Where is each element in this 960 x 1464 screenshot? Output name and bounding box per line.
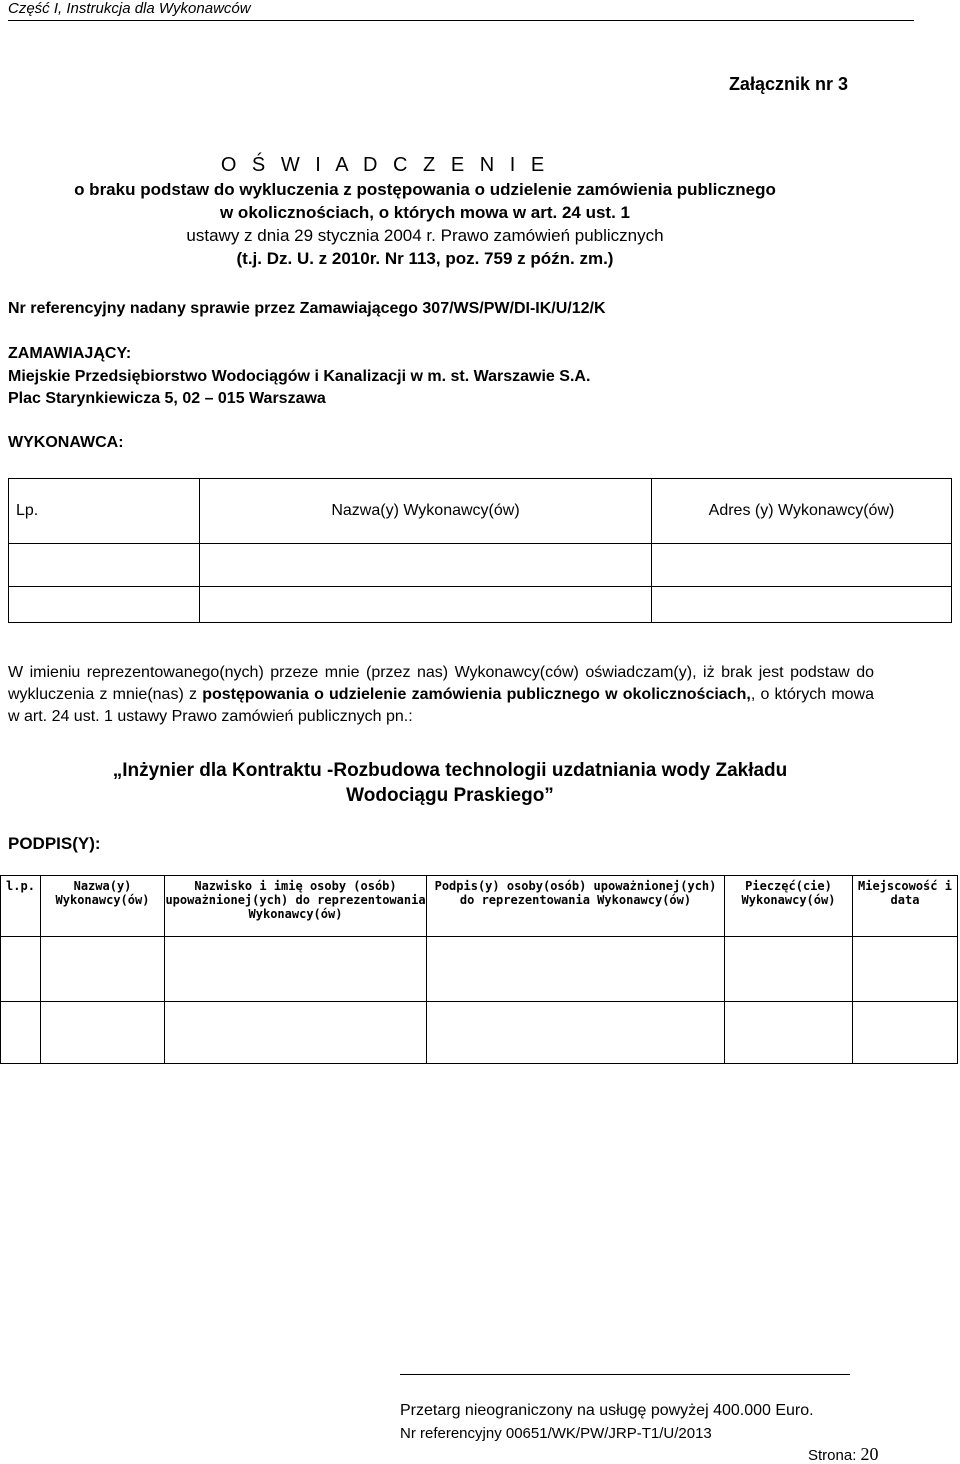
page-number (808, 1444, 879, 1464)
statement-text: W imieniu reprezentowanego(nych) przeze mnie (przez nas) Wykonawcy(ców) oświadczam(y), iż brak jest podstaw do wykluczenia z mnie(nas) z (8, 664, 874, 703)
statement-bold-text: postępowania o udzielenie zamówienia publicznego w okolicznościach, (202, 686, 751, 703)
contractor-cell[interactable] (9, 587, 200, 623)
signature-label: PODPIS(Y): (8, 834, 101, 853)
annex-label: Załącznik nr 3 (728, 74, 848, 94)
signature-cell[interactable] (41, 1002, 165, 1064)
title-line-4: (t.j. Dz. U. z 2010r. Nr 113, poz. 759 z późn. zm.) (236, 249, 614, 268)
contractor-cell[interactable] (9, 544, 200, 587)
project-title-line-1: „Inżynier dla Kontraktu -Rozbudowa technologii uzdatniania wody Zakładu (112, 760, 788, 781)
footer-divider (400, 1374, 850, 1375)
signature-table (0, 875, 958, 1064)
employer-address: Plac Starynkiewicza 5, 02 – 015 Warszawa (8, 390, 326, 407)
title-line-3: ustawy z dnia 29 stycznia 2004 r. Prawo zamówień publicznych (186, 226, 664, 245)
employer-label: ZAMAWIAJĄCY: (8, 345, 132, 362)
reference-number: Nr referencyjny nadany sprawie przez Zamawiającego 307/WS/PW/DI-IK/U/12/K (8, 300, 606, 317)
signature-header-sign: Podpis(y) osoby(osób) upoważnionej(ych) do reprezentowania Wykonawcy(ów) (427, 876, 725, 937)
running-header: Część I, Instrukcja dla Wykonawców (8, 0, 251, 17)
header-divider (8, 20, 914, 21)
signature-header-person: Nazwisko i imię osoby (osób) upoważnionej(ych) do reprezentowania Wykonawcy(ów) (165, 876, 427, 937)
signature-cell[interactable] (725, 937, 853, 1002)
signature-cell[interactable] (1, 1002, 41, 1064)
page-number-value: 20 (860, 1444, 879, 1464)
signature-cell[interactable] (853, 937, 958, 1002)
signature-cell[interactable] (165, 937, 427, 1002)
signature-cell[interactable] (853, 1002, 958, 1064)
signature-header-lp: l.p. (1, 876, 41, 937)
employer-name: Miejskie Przedsiębiorstwo Wodociągów i Kanalizacji w m. st. Warszawie S.A. (8, 368, 591, 385)
signature-cell[interactable] (165, 1002, 427, 1064)
contractor-label: WYKONAWCA: (8, 434, 124, 451)
footer-reference: Nr referencyjny 00651/WK/PW/JRP-T1/U/2013 (400, 1425, 712, 1442)
contractor-header-address: Adres (y) Wykonawcy(ów) (652, 479, 952, 544)
signature-cell[interactable] (1, 937, 41, 1002)
title-line-1: o braku podstaw do wykluczenia z postępowania o udzielenie zamówienia publicznego (74, 180, 776, 199)
contractor-table (8, 478, 952, 623)
statement-text-end: , o których mowa w art. 24 ust. 1 ustawy Prawo zamówień publicznych pn.: (8, 686, 875, 725)
contractor-header-name: Nazwa(y) Wykonawcy(ów) (200, 479, 652, 544)
contractor-cell[interactable] (652, 544, 952, 587)
signature-cell[interactable] (427, 1002, 725, 1064)
signature-cell[interactable] (427, 937, 725, 1002)
page-label: Strona: (808, 1447, 857, 1464)
contractor-cell[interactable] (200, 587, 652, 623)
title-line-2: w okolicznościach, o których mowa w art. 24 ust. 1 (219, 203, 630, 222)
contractor-cell[interactable] (200, 544, 652, 587)
document-title: O Ś W I A D C Z E N I E (220, 154, 550, 176)
signature-cell[interactable] (41, 937, 165, 1002)
contractor-cell[interactable] (652, 587, 952, 623)
contractor-header-lp: Lp. (9, 479, 200, 544)
signature-cell[interactable] (725, 1002, 853, 1064)
signature-header-place-date: Miejscowość i data (853, 876, 958, 937)
statement-paragraph (8, 662, 874, 728)
signature-header-stamp: Pieczęć(cie) Wykonawcy(ów) (725, 876, 853, 937)
project-title-line-2: Wodociągu Praskiego” (346, 785, 554, 806)
footer-tender-info: Przetarg nieograniczony na usługę powyżej 400.000 Euro. (400, 1402, 814, 1419)
signature-header-name: Nazwa(y) Wykonawcy(ów) (41, 876, 165, 937)
